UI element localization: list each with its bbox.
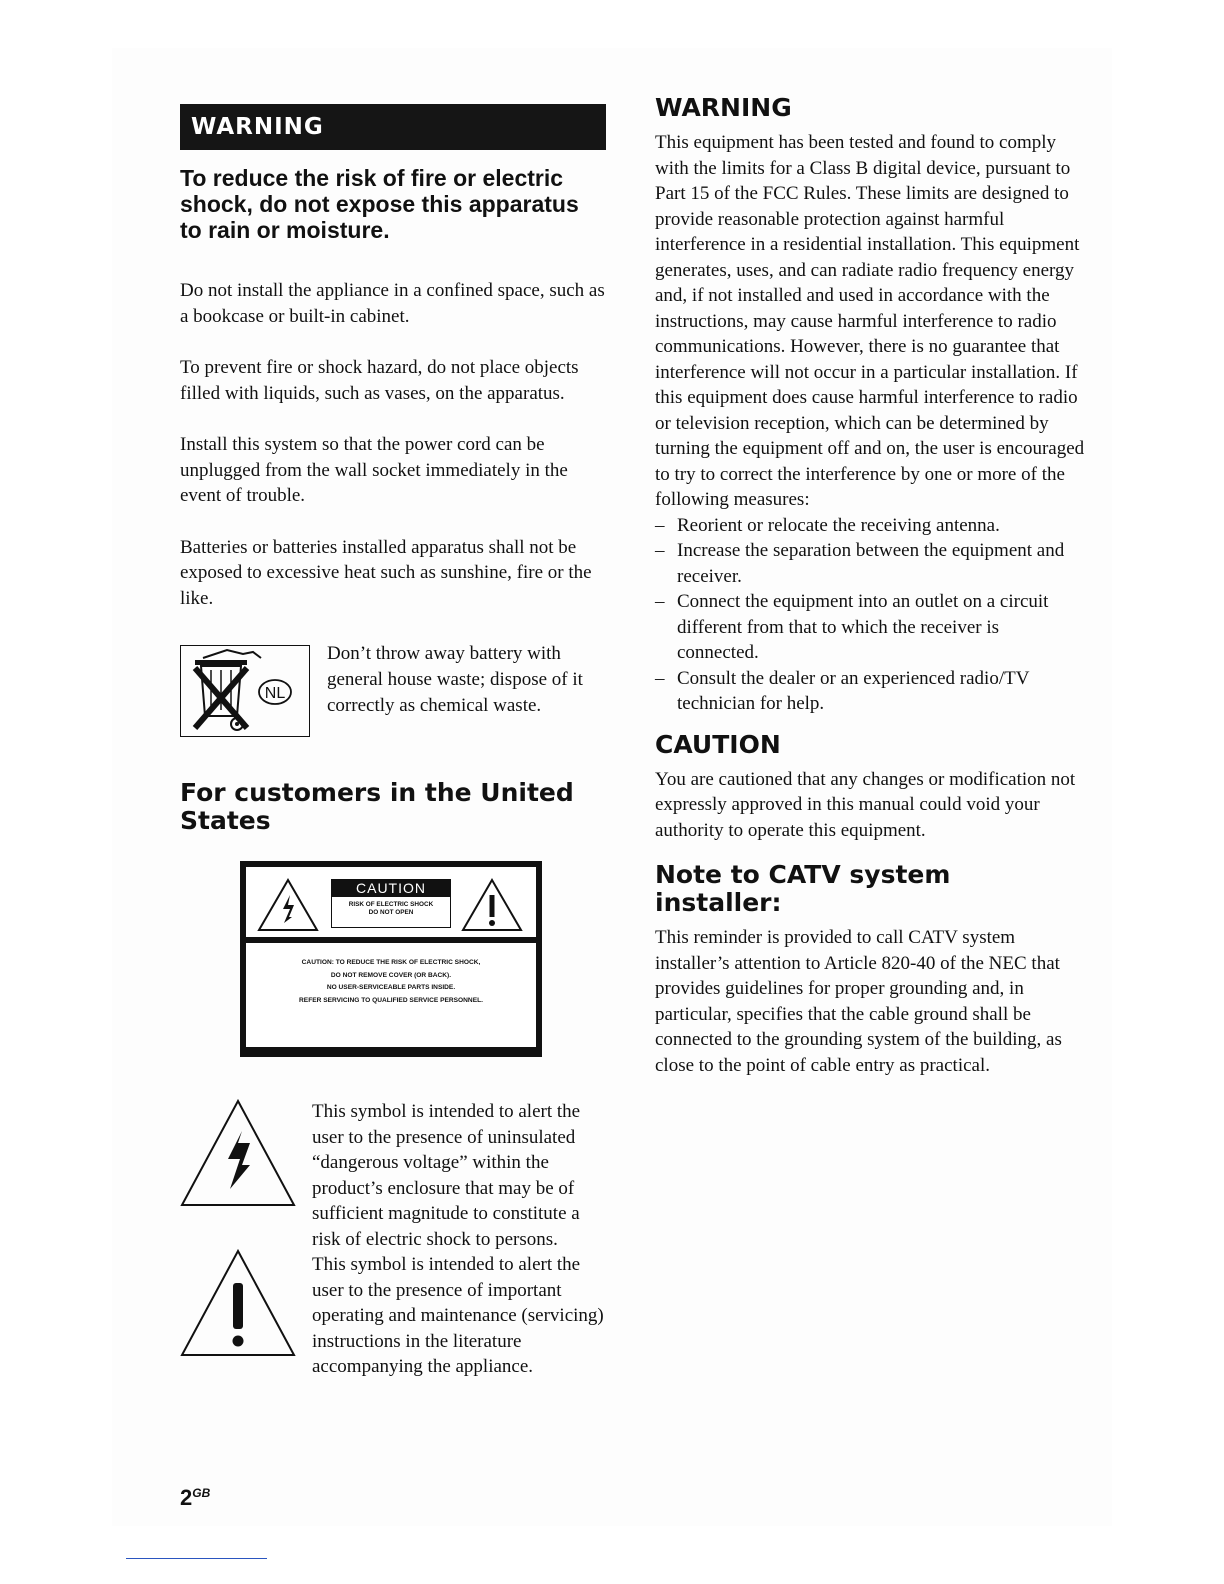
footer-rule [126,1558,267,1559]
crossed-bin-icon [180,645,310,737]
warning-banner: WARNING [180,104,606,150]
fcc-text: This equipment has been tested and found to comply with the limits for a Class B digital device, pursuant to Part 15 of the FCC Rules. These limits are designed to provide reasonable protection against harmful interference in a residential installation. This equipment generates, uses, and can radiate radio frequency energy and, if not installed and used in accordance with the instructions, may cause harmful interference to radio communications. However, there is no guarantee that interference will not occur in a particular installation. If this equipment does cause harmful interference to radio or television reception, which can be determined by turning the equipment off and on, the user is encouraged to try to correct the interference by one or more of the following measures: [655,132,1085,510]
battery-disposal-text: Don’t throw away battery with general house waste; dispose of it correctly as chemical waste. [327,643,583,716]
page-number-value: 2 [180,1485,193,1510]
caution-label-graphic [240,861,542,1057]
caution-line: DO NOT REMOVE COVER (OR BACK). [330,971,452,979]
exclaim-symbol-text: This symbol is intended to alert the user to the presence of important operating and maintenance (servicing) instructions in the literature accompanying the appliance. [312,1254,604,1377]
paragraph: Install this system so that the power cord can be unplugged from the wall socket immediately in the event of trouble. [180,434,568,506]
paragraph: To prevent fire or shock hazard, do not place objects filled with liquids, such as vases, on the apparatus. [180,357,579,404]
left-column [180,104,606,1409]
catv-heading: Note to CATV system installer: [655,860,951,917]
symbol-explanations [180,1099,606,1409]
important-instructions-icon [180,1249,296,1359]
paragraph: Do not install the appliance in a confined space, such as a bookcase or built-in cabinet. [180,280,605,327]
symbol-description [312,1099,608,1380]
list-item: – Connect the equipment into an outlet on a circuit different from that to which the receiver is connected. [655,589,1085,666]
list-item: – Consult the dealer or an experienced radio/TV technician for help. [655,666,1085,717]
caution-heading: CAUTION [655,729,781,759]
caution-line: REFER SERVICING TO QUALIFIED SERVICE PERSONNEL. [299,996,483,1004]
voltage-symbol-text: This symbol is intended to alert the user to the presence of uninsulated “dangerous voltage” within the product’s enclosure that may be of sufficient magnitude to constitute a risk of electric shock to persons. [312,1101,581,1250]
risk-line-2: DO NOT OPEN [368,909,414,916]
caution-caption: CAUTION [332,880,450,897]
list-item: – Increase the separation between the equipment and receiver. [655,538,1085,589]
caution-line: NO USER-SERVICEABLE PARTS INSIDE. [326,984,456,991]
caution-line: CAUTION: TO REDUCE THE RISK OF ELECTRIC SHOCK, [301,959,481,966]
warning-lead: To reduce the risk of fire or electric shock, do not expose this apparatus to rain or moisture. [180,165,579,243]
page-number-suffix: GB [192,1486,211,1500]
measures-list [655,513,1085,717]
fcc-warning-heading: WARNING [655,93,792,122]
risk-line-1: RISK OF ELECTRIC SHOCK [348,901,434,908]
nl-badge: NL [264,685,286,702]
battery-notice [180,641,606,737]
dangerous-voltage-icon [180,1099,296,1209]
paragraph: Batteries or batteries installed apparatus shall not be exposed to excessive heat such as sunshine, fire or the like. [180,536,592,609]
catv-text: This reminder is provided to call CATV system installer’s attention to Article 820-40 of the NEC that provides guidelines for proper grounding and, in particular, specifies that the cable ground shall be connected to the grounding system of the building, as close to the point of cable entry as practical. [655,927,1062,1076]
us-customers-heading: For customers in the United States [180,778,574,835]
page-number [180,1485,210,1511]
caution-text: You are cautioned that any changes or modification not expressly approved in this manual could void your authority to operate this equipment. [655,768,1076,841]
exclamation-triangle-icon [460,877,524,933]
list-item: – Reorient or relocate the receiving antenna. [655,513,1085,539]
right-column [655,94,1085,1078]
caution-instructions [246,943,536,1047]
lightning-triangle-icon [256,877,320,933]
caution-inner-box [331,879,451,928]
